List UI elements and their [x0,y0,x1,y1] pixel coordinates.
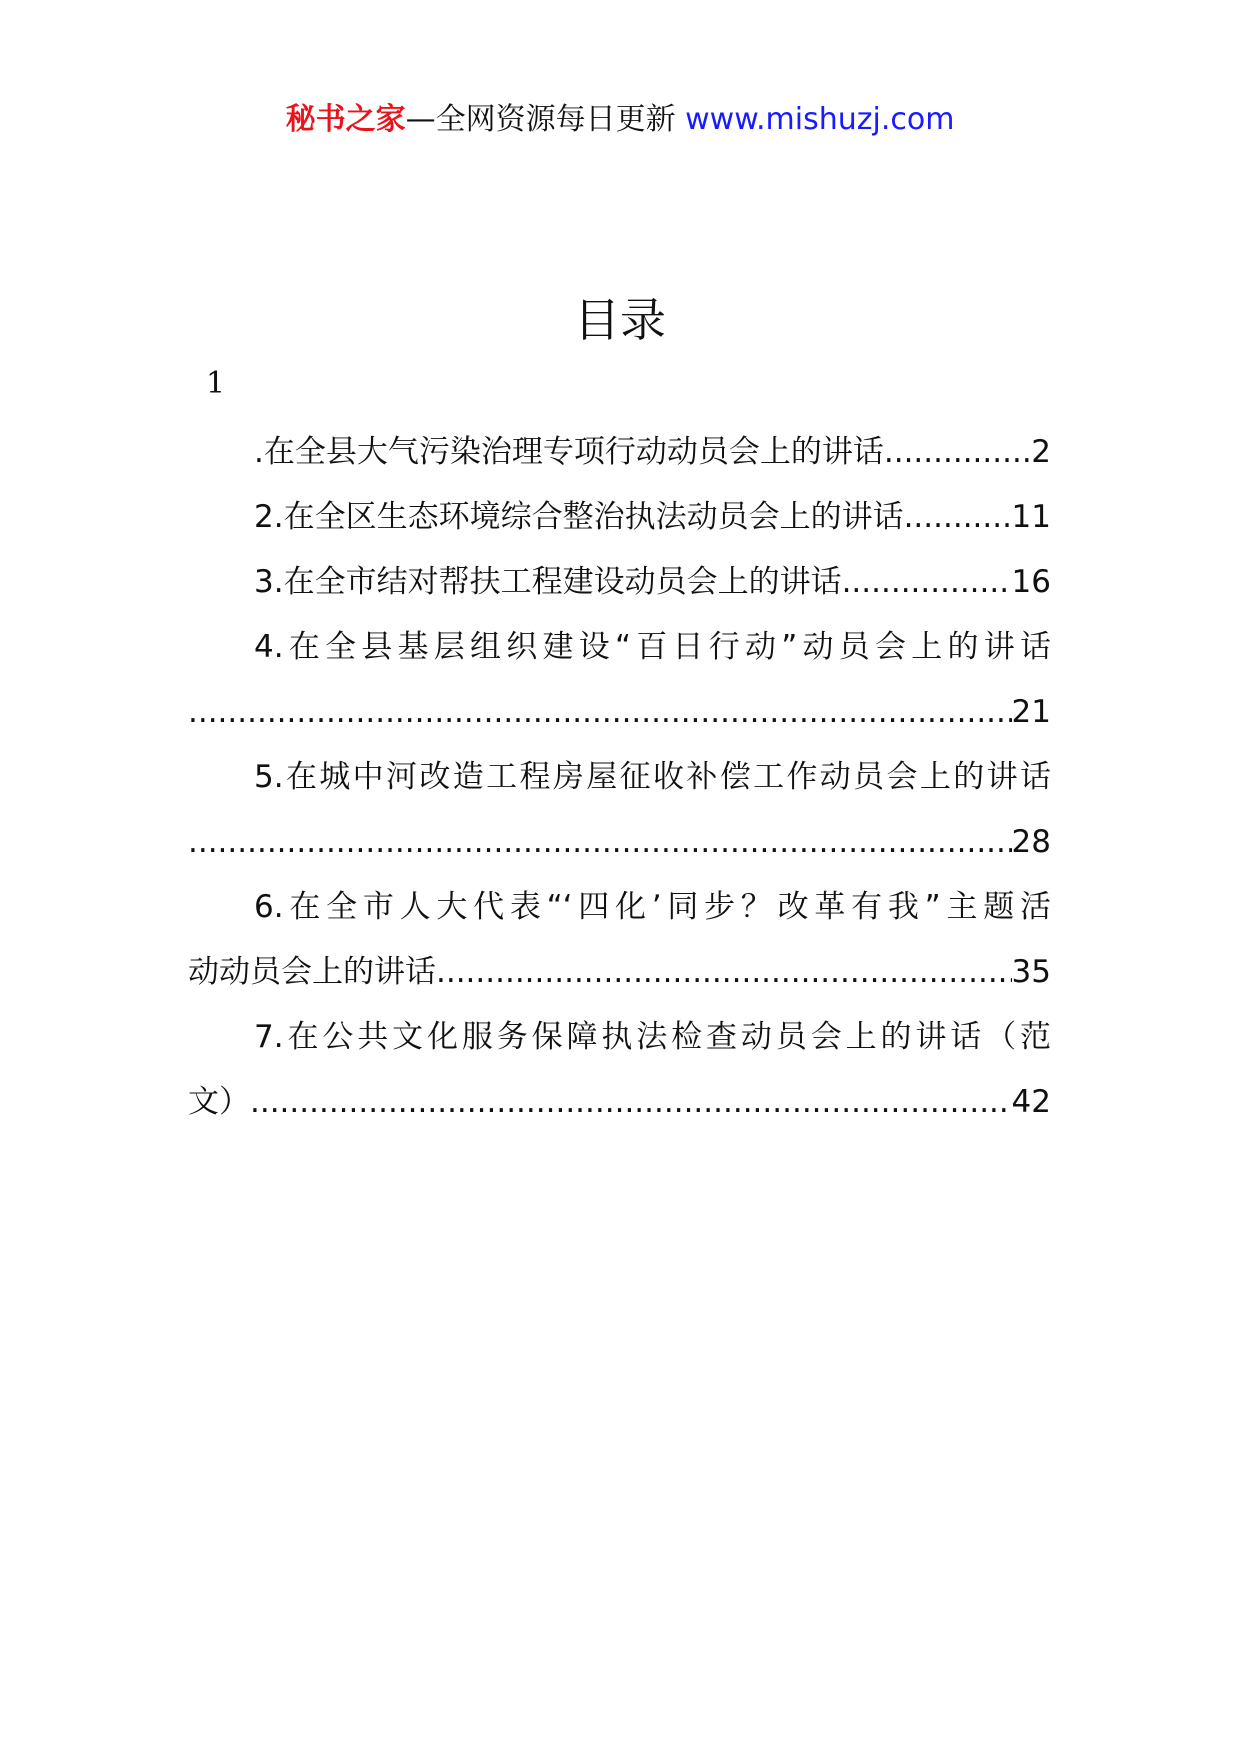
page-title: 目录 [574,293,666,347]
toc-entry-1[interactable] [188,420,1051,485]
toc-dot-leader [250,1070,1012,1135]
toc-entry-continuation [188,940,1051,1005]
toc-entry-continuation [188,1070,1051,1135]
site-url-link[interactable]: www.mishuzj.com [685,102,955,137]
toc-entry-7[interactable] [188,1005,1051,1135]
toc-entry-title-cont: 动动员会上的讲话 [188,954,436,990]
toc-dot-leader [904,485,1012,550]
toc-dot-leader [188,680,1012,745]
toc-dot-leader [884,420,1031,485]
header-tagline: —全网资源每日更新 [405,102,676,137]
toc-entry-6[interactable] [188,875,1051,1005]
toc-entry-title-cont: 文） [188,1084,250,1120]
toc-page-number: 28 [1011,824,1051,860]
toc-dot-leader [842,550,1012,615]
toc-page-number: 16 [1011,564,1051,600]
toc-entry-title: 5.在城中河改造工程房屋征收补偿工作动员会上的讲话 [254,759,1051,795]
toc-page-number: 11 [1011,499,1051,535]
toc-page-number: 2 [1031,434,1051,470]
stray-number: 1 [206,366,226,401]
toc-entry-title: 4.在全县基层组织建设“百日行动”动员会上的讲话 [254,629,1051,665]
toc-dot-leader [436,940,1012,1005]
toc-entry-title: 3.在全市结对帮扶工程建设动员会上的讲话 [254,564,842,600]
toc-dot-leader [188,810,1012,875]
toc-entry-title: 6.在全市人大代表“‘四化’同步？改革有我”主题活 [254,889,1051,925]
toc-entry-4[interactable] [188,615,1051,745]
toc-page-number: 35 [1011,954,1051,990]
toc-entry-title: .在全县大气污染治理专项行动动员会上的讲话 [254,434,884,470]
toc-entry-5[interactable] [188,745,1051,875]
site-header [0,100,1240,140]
table-of-contents [188,420,1051,1135]
toc-entry-title: 2.在全区生态环境综合整治执法动员会上的讲话 [254,499,904,535]
toc-entry-3[interactable] [188,550,1051,615]
toc-entry-2[interactable] [188,485,1051,550]
toc-entry-continuation [188,810,1051,875]
brand-name: 秘书之家 [285,102,406,137]
toc-entry-continuation [188,680,1051,745]
toc-entry-title: 7.在公共文化服务保障执法检查动员会上的讲话（范 [254,1019,1051,1055]
toc-page-number: 42 [1011,1084,1051,1120]
toc-page-number: 21 [1011,694,1051,730]
